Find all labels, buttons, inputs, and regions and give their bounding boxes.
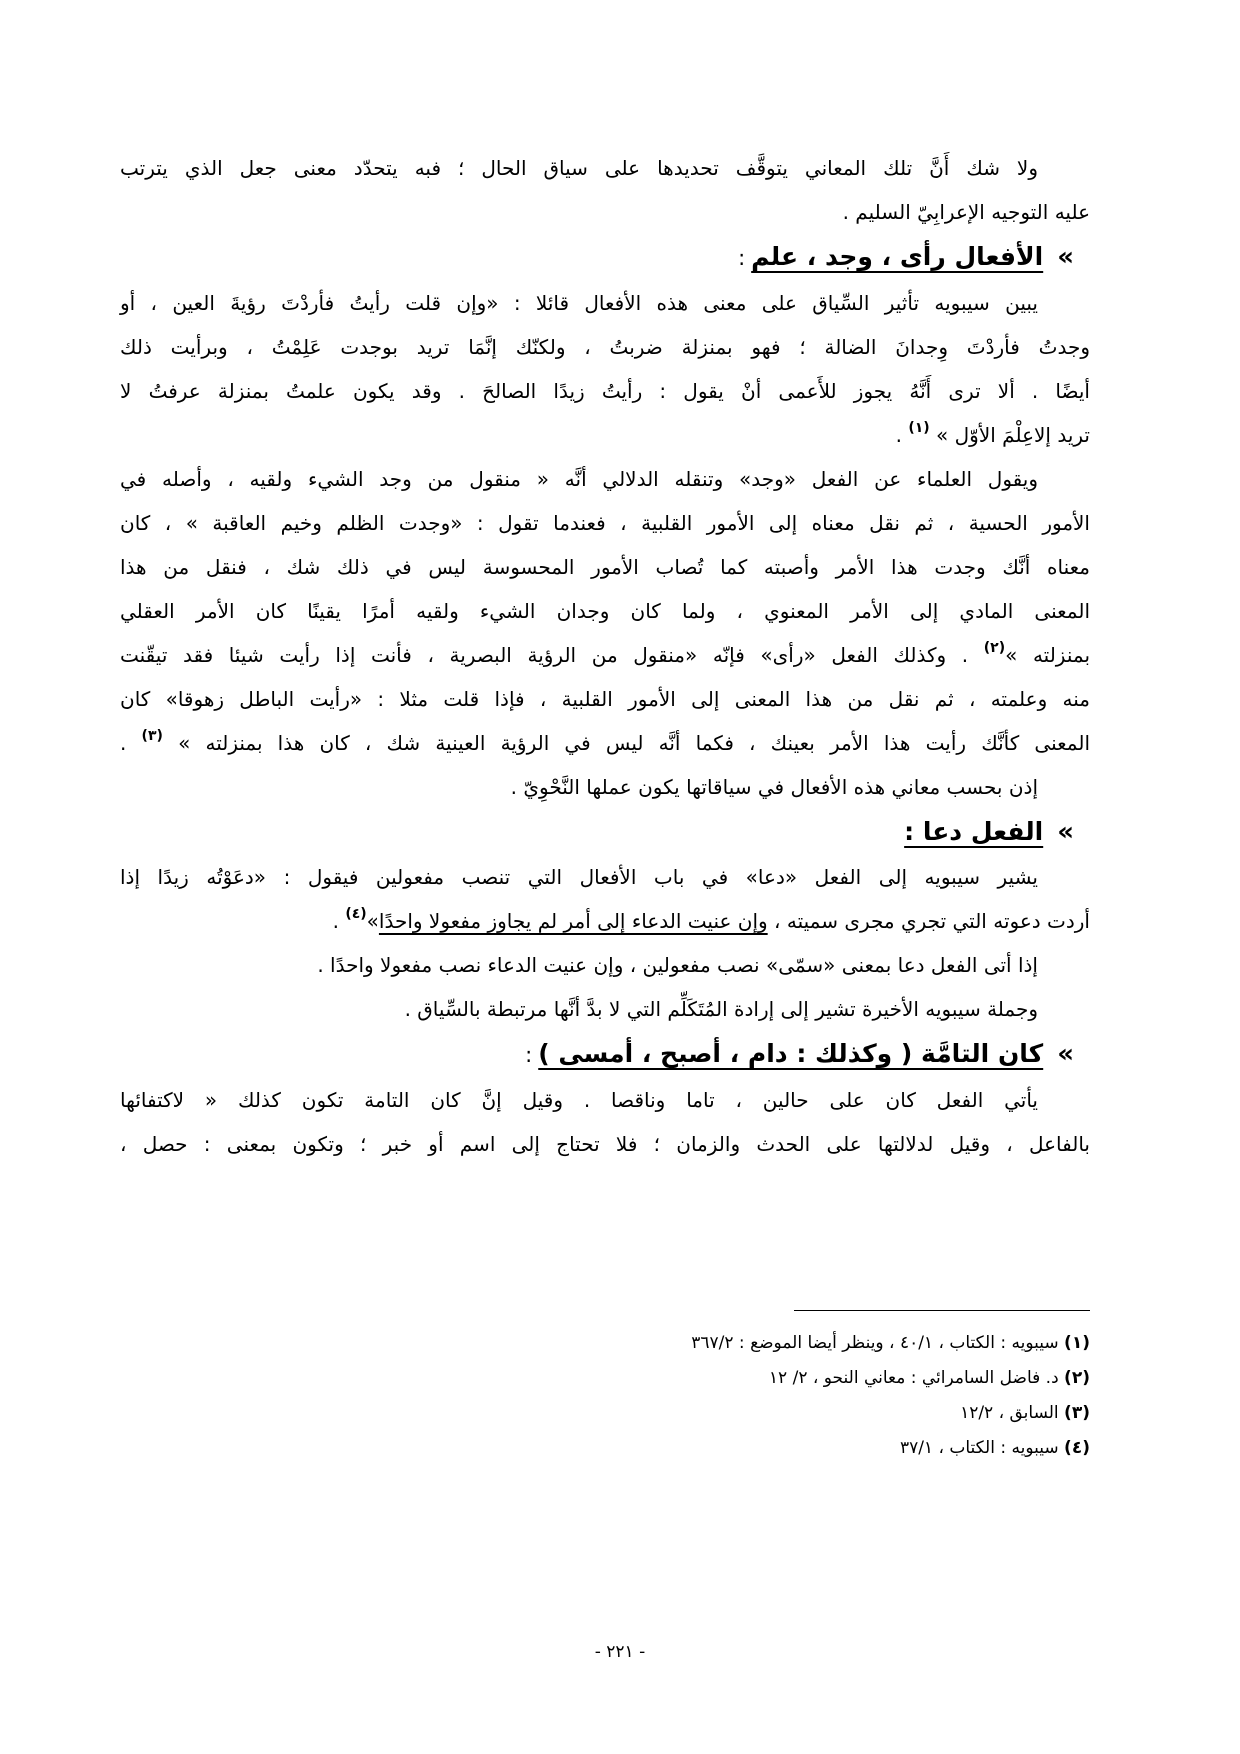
footnote-item (120, 1326, 1090, 1361)
page-body (120, 146, 1090, 1166)
text-line (120, 899, 1090, 943)
section-heading-kana (120, 1031, 1090, 1078)
heading-colon: : (525, 1043, 533, 1067)
text-run: . (120, 731, 127, 755)
text-run: . (332, 909, 339, 933)
footnote-text: السابق ، ١٢/٢ (960, 1403, 1059, 1423)
text-line: يشير سيبويه إلى الفعل «دعا» في باب الأفعال التي تنصب مفعولين فيقول : «دعَوْتُه زيدًا إذا (120, 865, 1038, 889)
text-line (120, 633, 1090, 677)
footnote-number: (٤) (1064, 1438, 1090, 1458)
chevron-marker-icon: » (1057, 1039, 1074, 1069)
section-heading-afal (120, 234, 1090, 281)
text-line: معناه أنَّك وجدت هذا الأمر وأصبته كما تُصاب الأمور المحسوسة ليس في ذلك شك ، فنقل من هذا (120, 555, 1090, 579)
footnote-number: (٣) (1064, 1403, 1090, 1423)
page-number: - ٢٢١ - (594, 1642, 646, 1662)
footnotes (120, 1326, 1090, 1466)
chevron-marker-icon: » (1057, 817, 1074, 847)
text-line: أيضًا . ألا ترى أَنَّهُ يجوز للأَعمى أنْ يقول : رأيتُ زيدًا الصالحَ . وقد يكون علمتُ بمنزلة عرفتُ لا (120, 379, 1090, 403)
text-line: المعنى المادي إلى الأمر المعنوي ، ولما كان وجدان الشيء ولقيه أمرًا يقينًا كان الأمر العقلي (120, 599, 1090, 623)
text-line (120, 413, 1090, 457)
text-line: عليه التوجيه الإعرابِيّ السليم . (842, 200, 1090, 224)
paragraph-daa-quote (120, 855, 1090, 943)
footnote-text: سيبويه : الكتاب ، ٣٧/١ (899, 1438, 1059, 1458)
footnote-number: (١) (1064, 1333, 1090, 1353)
footnote-number: (٢) (1064, 1368, 1090, 1388)
text-run: تريد إلاعِلْمَ الأوّل » (936, 423, 1090, 447)
footnote-ref: (١) (908, 420, 930, 436)
underlined-text: وإن عنيت الدعاء إلى أمر لم يجاوز مفعولا واحدًا (378, 909, 768, 933)
text-run: المعنى كأنَّك رأيت هذا الأمر بعينك ، فكما أنَّه ليس في الرؤية العينية شك ، كان هذا بمنزلته » (178, 731, 1090, 755)
heading-colon: : (738, 246, 746, 270)
footnote-text: د. فاضل السامرائي : معاني النحو ، ٢/ ١٢ (768, 1368, 1059, 1388)
text-line: الأمور الحسية ، ثم نقل معناه إلى الأمور القلبية ، فعندما تقول : «وجدت الظلم وخيم العاقبة » ، كان (120, 511, 1090, 535)
text-line: ويقول العلماء عن الفعل «وجد» وتنقله الدلالي أنَّه « منقول من وجد الشيء ولقيه ، وأصله في (120, 467, 1038, 491)
text-line: وجدتُ فأردْتَ وِجدانَ الضالة ؛ فهو بمنزلة ضربتُ ، ولكنّك إنَّمَا تريد بوجدت عَلِمْتُ ، وبرأيت ذلك (120, 335, 1090, 359)
footnote-ref: (٣) (141, 728, 163, 744)
footnote-text: سيبويه : الكتاب ، ٤٠/١ ، وينظر أيضا الموضع : ٣٦٧/٢ (691, 1333, 1059, 1353)
footnote-ref: (٤) (345, 906, 367, 922)
paragraph-kana (120, 1078, 1090, 1166)
paragraph-daa-note: إذا أتى الفعل دعا بمعنى «سمّى» نصب مفعولين ، وإن عنيت الدعاء نصب مفعولا واحدًا . (317, 953, 1038, 977)
paragraph-sibawayh-quote (120, 281, 1090, 457)
text-line: يأتي الفعل كان على حالين ، تاما وناقصا . وقيل إنَّ كان التامة تكون كذلك « لاكتفائها (120, 1088, 1038, 1112)
paragraph-intro (120, 146, 1090, 234)
section-heading-daa (120, 809, 1090, 855)
heading-title: الفعل دعا : (904, 817, 1044, 846)
text-run: . وكذلك الفعل «رأى» فإنّه «منقول من الرؤية البصرية ، فأنت إذا رأيت شيئا فقد تيقّنت (120, 643, 969, 667)
paragraph-wajada-raa (120, 457, 1090, 765)
text-run: . (895, 423, 902, 447)
chevron-marker-icon: » (1057, 242, 1074, 272)
text-line: بالفاعل ، وقيل لدلالتها على الحدث والزمان ؛ فلا تحتاج إلى اسم أو خبر ؛ وتكون بمعنى : حصل ، (120, 1132, 1090, 1156)
text-run: أردت دعوته التي تجري مجرى سميته ، (767, 909, 1090, 933)
heading-title: كان التامَّة ( وكذلك : دام ، أصبح ، أمسى ) (538, 1039, 1044, 1068)
footnote-item (120, 1361, 1090, 1396)
footnote-ref: (٢) (983, 640, 1006, 656)
text-line: ولا شك أَنَّ تلك المعاني يتوقَّف تحديدها على سياق الحال ؛ فبه يتحدّد معنى جعل الذي يترتب (120, 156, 1038, 180)
footnote-item (120, 1431, 1090, 1466)
text-run: بمنزلته » (1005, 643, 1091, 667)
text-line (120, 721, 1090, 765)
text-line: يبين سيبويه تأثير السِّياق على معنى هذه الأفعال قائلا : «وإن قلت رأيتُ فأردْتَ رؤيةَ العين ، أو (120, 291, 1038, 315)
footnote-separator (794, 1310, 1090, 1311)
text-run: » (366, 909, 379, 933)
footnote-item (120, 1396, 1090, 1431)
paragraph-daa-context: وجملة سيبويه الأخيرة تشير إلى إرادة المُتَكَلِّم التي لا بدَّ أنَّها مرتبطة بالسِّياق . (404, 997, 1038, 1021)
paragraph-conclusion: إذن بحسب معاني هذه الأفعال في سياقاتها يكون عملها النَّحْوِيّ . (510, 775, 1038, 799)
heading-title: الأفعال رأى ، وجد ، علم (751, 242, 1044, 271)
text-line: منه وعلمته ، ثم نقل من هذا المعنى إلى الأمور القلبية ، فإذا قلت مثلا : «رأيت الباطل زهوقا» كان (120, 687, 1090, 711)
